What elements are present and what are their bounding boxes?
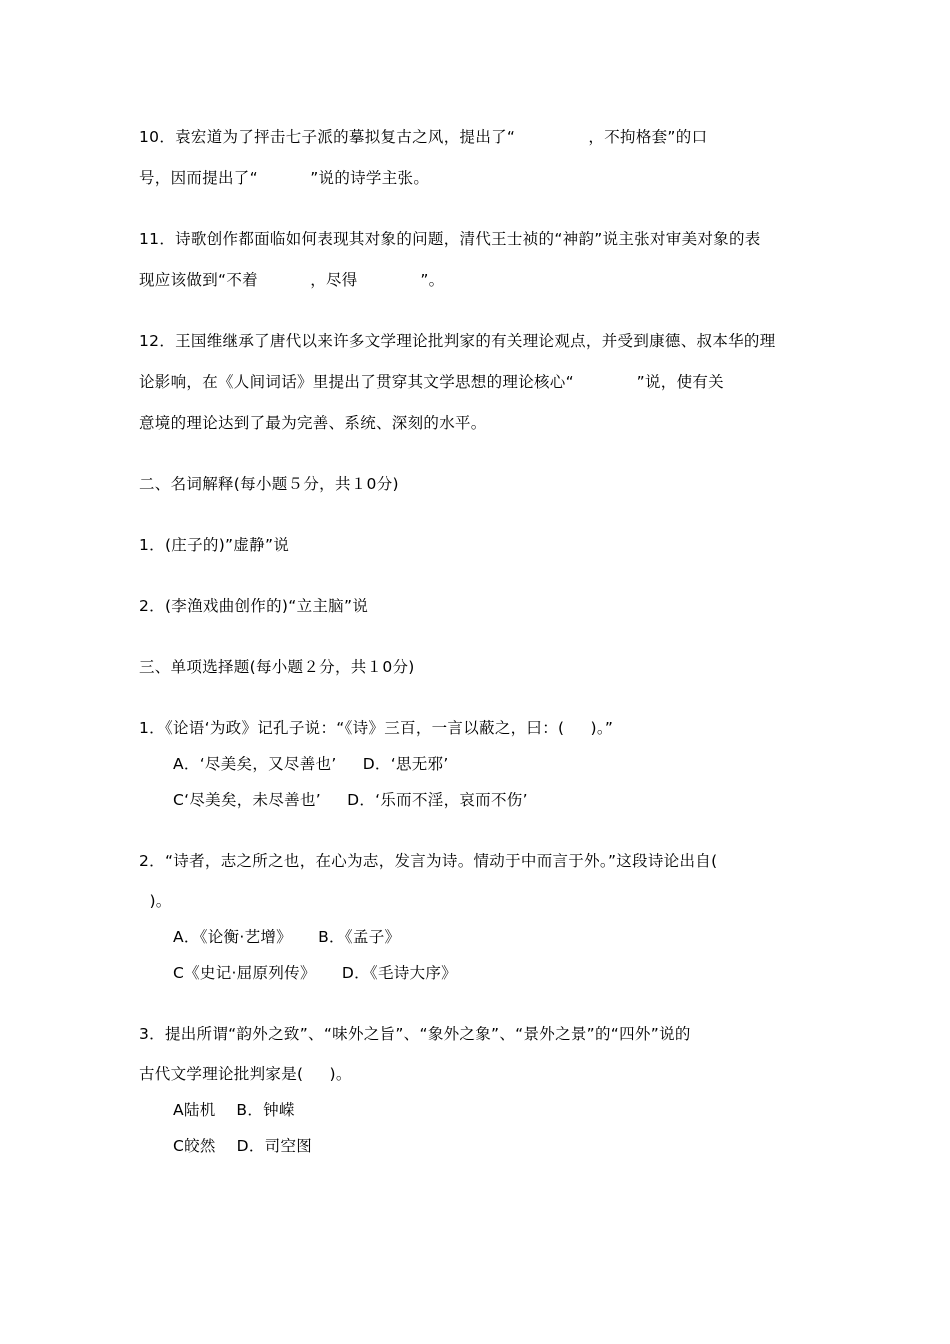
q12-line-1: 12．王国维继承了唐代以来许多文学理论批判家的有关理论观点，并受到康德、叔本华的理	[139, 332, 776, 350]
q11-line-1: 11．诗歌创作都面临如何表现其对象的问题，清代王士祯的“神韵”说主张对审美对象的表	[139, 230, 761, 248]
section2-item-2: 2．(李渔戏曲创作的)“立主脑”说	[139, 597, 369, 615]
mc-q1-stem: 1．《论语‘为政》记孔子说：“《诗》三百，一言以蔽之，曰：( )。”	[139, 719, 614, 737]
section2-item-1: 1．(庄子的)”虚静”说	[139, 536, 290, 554]
q10-line-2: 号，因而提出了“ ”说的诗学主张。	[139, 169, 430, 187]
mc-q2-stem-line-1: 2．“诗者，志之所之也，在心为志，发言为诗。情动于中而言于外。”这段诗论出自(	[139, 852, 718, 870]
q10-line-1: 10．袁宏道为了抨击七子派的摹拟复古之风，提出了“ ，不拘格套”的口	[139, 128, 708, 146]
mc-q3-options-row-2: C皎然 D．司空图	[173, 1137, 313, 1155]
mc-q3-stem-line-1: 3．提出所谓“韵外之致”、“味外之旨”、“象外之象”、“景外之景”的“四外”说的	[139, 1025, 691, 1043]
mc-q3-options-row-1: A陆机 B．钟嵘	[173, 1101, 295, 1119]
mc-q3-stem-line-2: 古代文学理论批判家是( )。	[139, 1065, 352, 1083]
q12-line-2: 论影响，在《人间词话》里提出了贯穿其文学思想的理论核心“ ”说，使有关	[139, 373, 724, 391]
mc-q2-options-row-1: A．《论衡·艺增》 B．《孟子》	[173, 928, 401, 946]
mc-q2-stem-line-2: )。	[139, 892, 172, 910]
q11-line-2: 现应该做到“不着 ，尽得 ”。	[139, 271, 445, 289]
q12-line-3: 意境的理论达到了最为完善、系统、深刻的水平。	[139, 414, 487, 432]
section2-heading: 二、名词解释(每小题５分，共１0分)	[139, 475, 399, 493]
mc-q2-options-row-2: C《史记·屈原列传》 D．《毛诗大序》	[173, 964, 457, 982]
section3-heading: 三、单项选择题(每小题２分，共１0分)	[139, 658, 415, 676]
mc-q1-options-row-2: C‘尽美矣，未尽善也’ D．‘乐而不淫，哀而不伤’	[173, 791, 528, 809]
mc-q1-options-row-1: A．‘尽美矣，又尽善也’ D．‘思无邪’	[173, 755, 449, 773]
